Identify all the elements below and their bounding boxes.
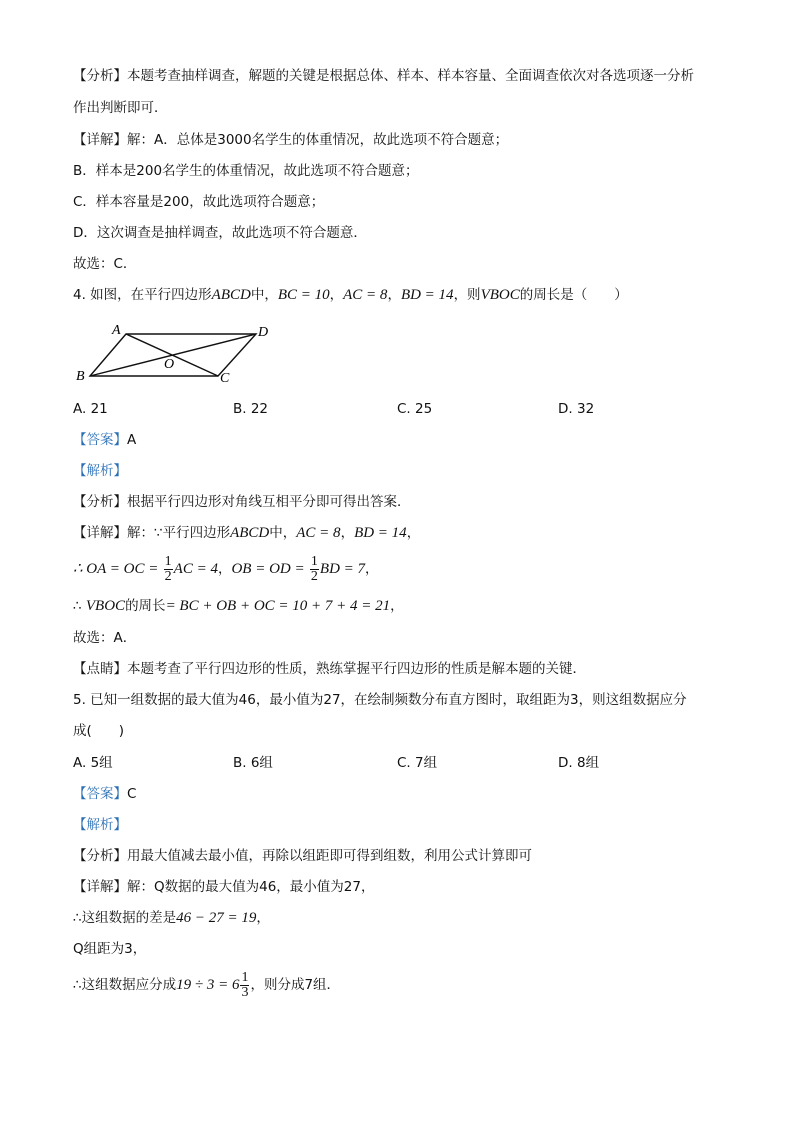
therefore-symbol: ∴ (73, 598, 82, 614)
q5-step1-comma: ， (256, 910, 270, 926)
q5-option-b: B. 6组 (233, 755, 273, 771)
q4-answer-value: A (127, 432, 137, 448)
q4-detail-abcd: ABCD (230, 525, 270, 541)
q5-step1-text: ∴这组数据的差是 (73, 910, 177, 926)
q5-answer-value: C (127, 786, 137, 802)
q4-step1-comma: ， (365, 561, 379, 577)
q4-step2-sum: = BC + OB + OC = 10 + 7 + 4 = 21 (165, 598, 391, 614)
fraction-one-half (310, 555, 319, 584)
q3-detail-b: B．样本是200名学生的体重情况，故此选项不符合题意； (73, 163, 419, 179)
fraction-denominator: 3 (241, 984, 249, 1000)
q4-detail-bd: BD = 14 (354, 525, 407, 541)
q4-step1-bd7: BD = 7 (319, 561, 366, 577)
q5-detail: 【详解】解：Q数据的最大值为46，最小值为27， (73, 879, 375, 895)
q4-option-a: A. 21 (73, 401, 108, 417)
vertex-b-label: B (76, 369, 85, 384)
q4-jiexi-tag: 【解析】 (73, 463, 127, 479)
q3-analysis-line2: 作出判断即可． (73, 100, 168, 116)
q4-stem (73, 285, 628, 305)
q5-step2: Q组距为3， (73, 941, 147, 957)
q4-step2-comma: ， (390, 598, 404, 614)
q4-step2-text: 的周长 (125, 598, 166, 614)
q3-detail-c: C．样本容量是200，故此选项符合题意； (73, 194, 325, 210)
q4-stem-triangle: VBOC (480, 287, 520, 303)
fraction-denominator: 2 (310, 568, 318, 584)
q4-detail (73, 523, 420, 543)
vertex-d-label: D (258, 325, 269, 340)
q5-option-d: D. 8组 (558, 755, 600, 771)
q4-stem-text: 的周长是（ ） (519, 287, 628, 303)
q4-step1-ob: OB = OD = (231, 561, 305, 577)
q5-step1 (73, 908, 270, 928)
q4-stem-text: ， (387, 287, 401, 303)
q4-detail-text: 中， (269, 525, 297, 541)
q4-option-b: B. 22 (233, 401, 269, 417)
q4-stem-text: ， (329, 287, 344, 303)
fraction-one-third (240, 971, 249, 1000)
q4-detail-text: ， (340, 525, 355, 541)
center-o-label: O (164, 357, 175, 372)
q3-detail-d: D．这次调查是抽样调查，故此选项不符合题意． (73, 225, 367, 241)
q4-stem-text: 4. 如图，在平行四边形 (73, 287, 212, 303)
q4-step2 (73, 596, 404, 616)
q5-stem-line1: 5. 已知一组数据的最大值为46，最小值为27，在绘制频数分布直方图时，取组距为3，则这组数据应分 (73, 692, 687, 708)
q4-option-c: C. 25 (397, 401, 433, 417)
q5-step3-conclusion: ，则分成7组． (250, 977, 341, 993)
fraction-numerator: 1 (241, 969, 249, 985)
q4-stem-text: 中， (250, 287, 278, 303)
q4-stem-bd: BD = 14 (400, 287, 454, 303)
q4-stem-bc: BC = 10 (277, 287, 330, 303)
q4-stem-abcd: ABCD (211, 287, 251, 303)
q5-step3-text: ∴这组数据应分成 (73, 977, 177, 993)
q5-answer (73, 784, 136, 804)
answer-tag: 【答案】 (73, 432, 127, 448)
q4-detail-text: 【详解】解：∵平行四边形 (73, 525, 231, 541)
parallelogram-figure (70, 318, 280, 386)
q4-step1-ac4: AC = 4 (173, 561, 218, 577)
q5-jiexi-tag: 【解析】 (73, 817, 127, 833)
fraction-numerator: 1 (310, 553, 318, 569)
q4-step1-lhs: ∴ OA = OC = (73, 561, 159, 577)
q4-answer (73, 430, 136, 450)
q5-step1-diff: 46 − 27 = 19 (176, 910, 257, 926)
fraction-denominator: 2 (164, 568, 172, 584)
q5-stem-line2: 成( ) (73, 723, 125, 739)
q3-detail-a: 【详解】解：A．总体是3000名学生的体重情况，故此选项不符合题意； (73, 132, 509, 148)
q5-option-a: A. 5组 (73, 755, 113, 771)
q3-analysis-line1: 【分析】本题考查抽样调查，解题的关键是根据总体、样本、样本容量、全面调查依次对各选项逐一分析 (73, 68, 694, 84)
vertex-c-label: C (220, 371, 230, 386)
q4-detail-text: ， (406, 525, 421, 541)
q4-choose: 故选：A． (73, 630, 137, 646)
q5-step3-division: 19 ÷ 3 = 6 (176, 977, 240, 993)
vertex-a-label: A (112, 323, 121, 338)
answer-tag: 【答案】 (73, 786, 127, 802)
q4-analysis: 【分析】根据平行四边形对角线互相平分即可得出答案． (73, 494, 411, 510)
fraction-one-half (164, 555, 173, 584)
q5-step3 (73, 968, 340, 1002)
q5-option-c: C. 7组 (397, 755, 438, 771)
q4-step1-comma: ， (217, 561, 232, 577)
q4-stem-ac: AC = 8 (343, 287, 388, 303)
fraction-numerator: 1 (164, 553, 172, 569)
q5-analysis: 【分析】用最大值减去最小值，再除以组距即可得到组数，利用公式计算即可 (73, 848, 532, 864)
q4-step2-triangle: VBOC (85, 598, 126, 614)
q4-option-d: D. 32 (558, 401, 595, 417)
q4-stem-text: ，则 (453, 287, 481, 303)
q4-detail-ac: AC = 8 (296, 525, 341, 541)
q4-step1 (73, 553, 379, 585)
q3-choose: 故选：C． (73, 256, 137, 272)
q4-comment: 【点睛】本题考查了平行四边形的性质，熟练掌握平行四边形的性质是解本题的关键． (73, 661, 586, 677)
